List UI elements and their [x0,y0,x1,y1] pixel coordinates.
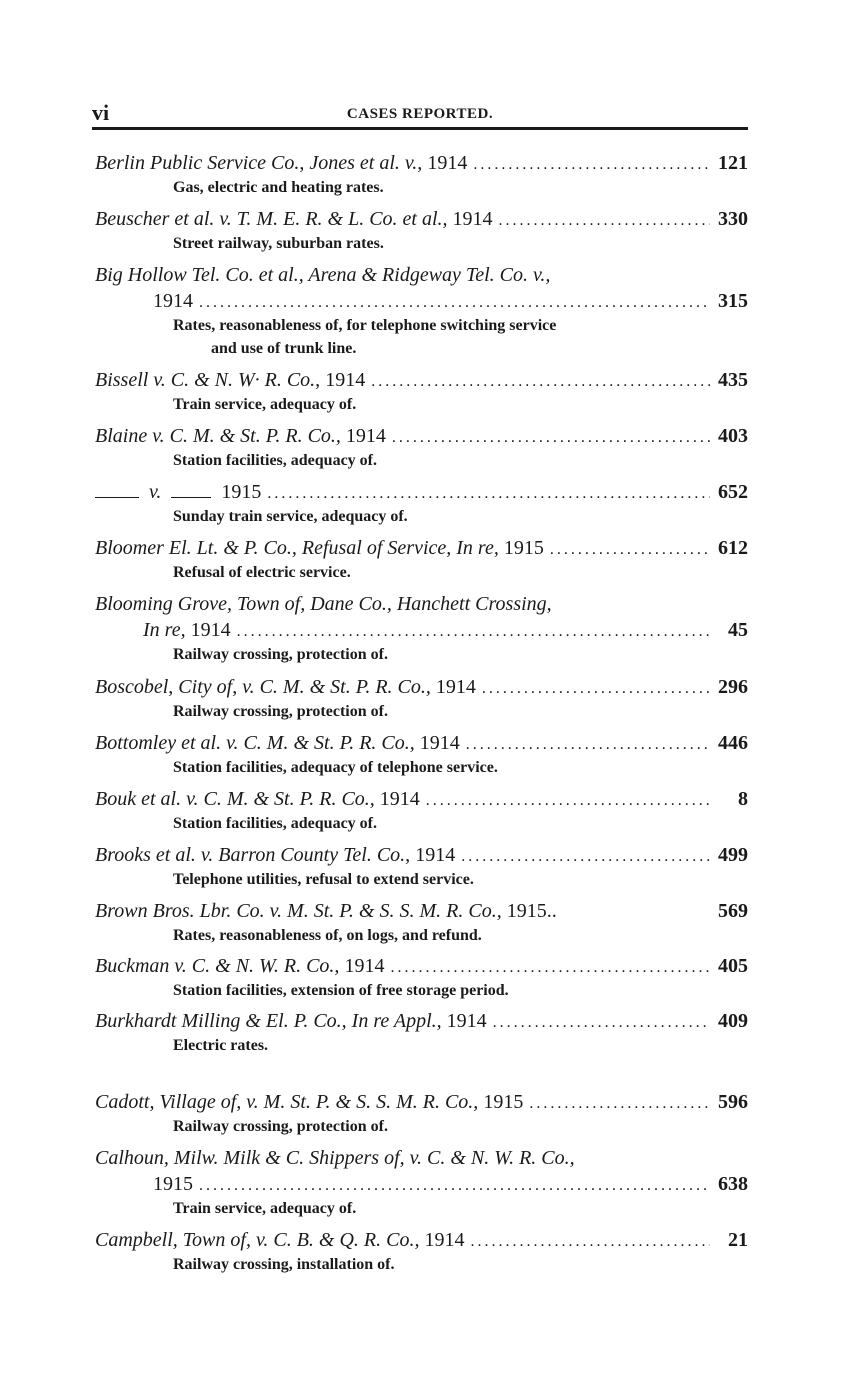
case-subject: Street railway, suburban rates. [173,235,384,252]
page-ref: 499 [718,844,748,866]
page-ref: 8 [738,788,748,810]
page-ref: 638 [718,1173,748,1195]
page-number: vi [92,100,110,125]
case-subject: Station facilities, adequacy of telephone service. [173,759,498,776]
case-subject: Station facilities, adequacy of. [173,815,377,832]
case-subject: Railway crossing, protection of. [173,646,388,663]
page-ref: 446 [718,732,748,754]
case-subject: Refusal of electric service. [173,564,351,581]
page-ref: 330 [718,208,748,230]
case-subject: Train service, adequacy of. [173,396,357,413]
leader-dots [426,788,710,814]
page-ref: 612 [718,537,748,559]
case-entry [95,367,748,416]
case-name: Brooks et al. v. Barron County Tel. Co., [95,844,411,866]
page-ref: 569 [718,900,748,922]
case-name: Burkhardt Milling & El. P. Co., In re Appl., [95,1010,442,1032]
case-name: Blaine v. C. M. & St. P. R. Co., [95,425,341,447]
leader-dots [199,290,710,316]
case-entry [95,898,748,947]
case-year: 1914 [424,1229,465,1251]
ditto-dash [171,497,211,498]
case-entry [95,953,748,1002]
leader-dots [493,1010,710,1036]
case-name: Boscobel, City of, v. C. M. & St. P. R. Co., [95,676,431,698]
case-entry [95,1089,748,1138]
case-subject: Railway crossing, protection of. [173,703,388,720]
case-year: 1915 [483,1091,524,1113]
leader-dots [371,369,710,395]
page-header [92,100,748,126]
page-ref: 21 [728,1229,748,1251]
case-subject: Rates, reasonableness of, for telephone switching service [173,317,557,334]
case-name: v. [149,481,162,503]
case-name: Brown Bros. Lbr. Co. v. M. St. P. & S. S. M. R. Co., [95,900,502,922]
case-year: 1914 [435,676,476,698]
case-year: 1914 [446,1010,487,1032]
leader-dots [466,732,710,758]
case-year: 1914 [379,788,420,810]
page-ref: 121 [718,152,748,174]
case-entry [95,730,748,779]
case-name-continued: In re, [143,619,186,641]
case-subject: Electric rates. [173,1037,269,1054]
page-ref: 296 [718,676,748,698]
case-year: 1914 [415,844,456,866]
case-name: Campbell, Town of, v. C. B. & Q. R. Co., [95,1229,420,1251]
case-name: Bloomer El. Lt. & P. Co., Refusal of Service, In re, [95,537,499,559]
case-entry [95,1227,748,1276]
case-name: Calhoun, Milw. Milk & C. Shippers of, v. C. & N. W. R. Co., [95,1147,575,1169]
case-entry [95,423,748,472]
running-title: CASES REPORTED. [346,106,494,122]
case-name: Blooming Grove, Town of, Dane Co., Hanchett Crossing, [95,593,552,615]
case-entry [95,535,748,584]
page-ref: 652 [718,481,748,503]
case-name: Beuscher et al. v. T. M. E. R. & L. Co. et al., [95,208,448,230]
leader-dots [267,481,710,507]
case-subject-continued: and use of trunk line. [211,340,357,357]
ditto-dash [95,497,139,498]
leader-dots [392,425,710,451]
case-year: 1915 [153,1173,193,1195]
page-ref: 403 [718,425,748,447]
case-subject: Station facilities, adequacy of. [173,452,377,469]
case-year: 1914 [419,732,460,754]
leader-dots [199,1173,710,1199]
case-subject: Rates, reasonableness of, on logs, and refund. [173,927,482,944]
case-year: 1914 [452,208,493,230]
case-entry [95,262,748,360]
case-name: Cadott, Village of, v. M. St. P. & S. S. M. R. Co., [95,1091,479,1113]
case-year: 1915 [503,537,544,559]
case-year: 1914 [325,369,366,391]
case-name: Bottomley et al. v. C. M. & St. P. R. Co., [95,732,415,754]
leader-dots [237,619,710,645]
leader-dots [550,537,710,563]
case-subject: Train service, adequacy of. [173,1200,357,1217]
case-subject: Gas, electric and heating rates. [173,179,384,196]
leader-dots [473,152,710,178]
case-year: 1915 [221,481,262,503]
page-ref: 45 [728,619,748,641]
leader-dots [529,1091,710,1117]
case-subject: Telephone utilities, refusal to extend service. [173,871,474,888]
case-subject: Railway crossing, installation of. [173,1256,395,1273]
case-entry [95,479,748,528]
page-ref: 315 [718,290,748,312]
leader-dots [390,955,710,981]
page-ref: 435 [718,369,748,391]
case-name: Big Hollow Tel. Co. et al., Arena & Ridgeway Tel. Co. v., [95,264,551,286]
page-ref: 596 [718,1091,748,1113]
case-entry [95,842,748,891]
case-entry [95,786,748,835]
leader-dots [461,844,710,870]
case-entry [95,206,748,255]
case-name: Berlin Public Service Co., Jones et al. v., [95,152,423,174]
page-ref: 409 [718,1010,748,1032]
case-subject: Sunday train service, adequacy of. [173,508,408,525]
case-entry [95,591,748,666]
case-name: Buckman v. C. & N. W. R. Co., [95,955,340,977]
header-rule [92,127,748,130]
case-year: 1914 [344,955,385,977]
case-year: 1915.. [506,900,557,922]
case-name: Bissell v. C. & N. W· R. Co., [95,369,321,391]
page-ref: 405 [718,955,748,977]
case-subject: Railway crossing, protection of. [173,1118,388,1135]
leader-dots [470,1229,710,1255]
case-name: Bouk et al. v. C. M. & St. P. R. Co., [95,788,375,810]
case-entry [95,1145,748,1220]
case-entry [95,150,748,199]
leader-dots [482,676,710,702]
case-year: 1914 [153,290,193,312]
case-entry [95,1008,748,1057]
leader-dots [499,208,710,234]
case-entry [95,674,748,723]
case-year: 1914 [190,619,231,641]
case-year: 1914 [345,425,386,447]
case-year: 1914 [427,152,468,174]
case-subject: Station facilities, extension of free storage period. [173,982,509,999]
